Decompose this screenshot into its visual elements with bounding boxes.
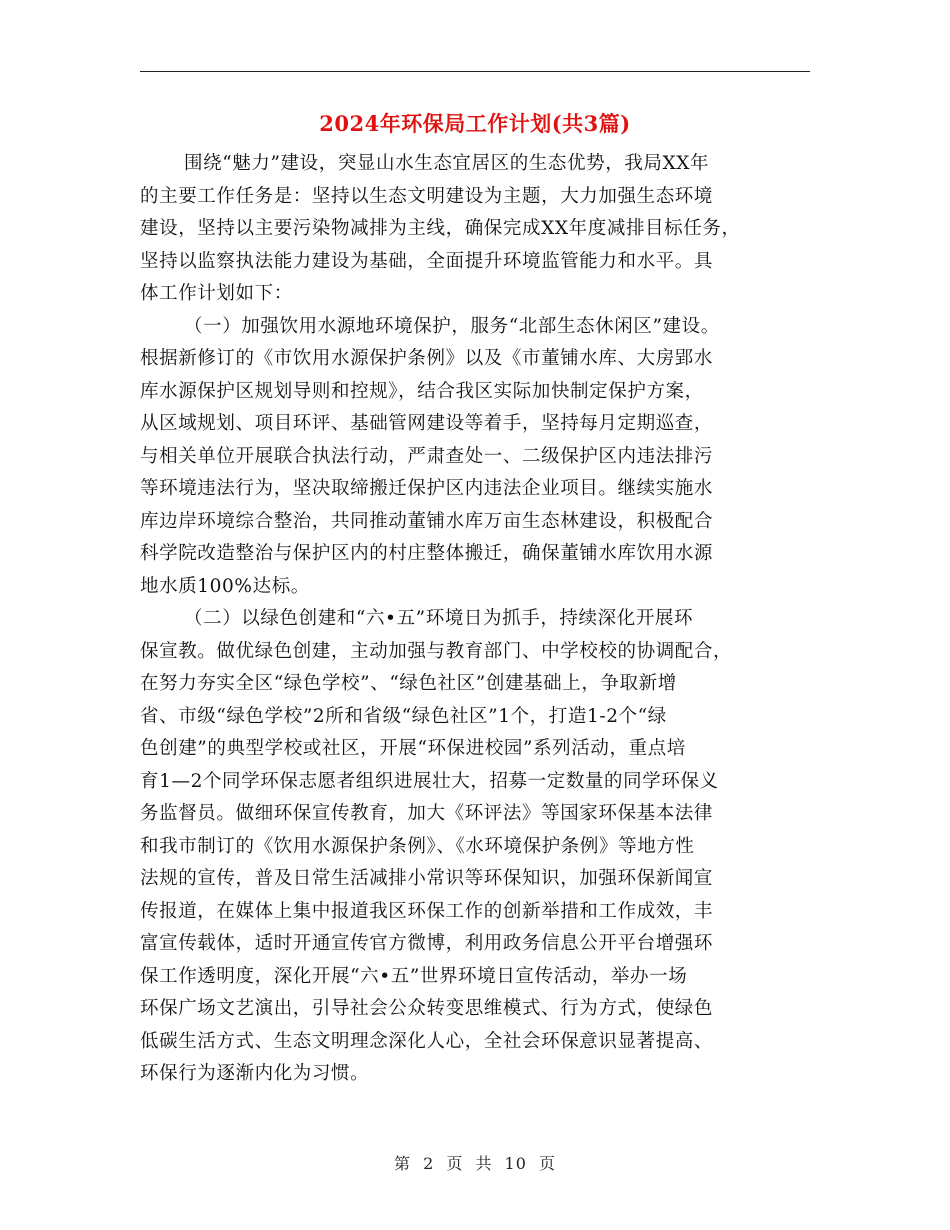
text-line: 传报道，在媒体上集中报道我区环保工作的创新举措和工作成效，丰 — [140, 900, 714, 922]
text-line: 环保广场文艺演出，引导社会公众转变思维模式、行为方式，使绿色 — [140, 998, 714, 1019]
text-line: 建设，坚持以主要污染物减排为主线，确保完成XX年度减排目标任务， — [140, 218, 741, 239]
text-line: 育1—2个同学环保志愿者组织进展壮大，招募一定数量的同学环保义 — [140, 770, 719, 792]
text-line: 法规的宣传，普及日常生活减排小常识等环保知识，加强环保新闻宣 — [140, 868, 714, 889]
text-line: 地水质100%达标。 — [140, 575, 310, 597]
page-number-footer: 第 2 页 共 10 页 — [394, 1154, 556, 1173]
text-line: （二）以绿色创建和“六•五”环境日为抓手，持续深化开展环 — [184, 608, 694, 629]
text-line: 保宣教。做优绿色创建，主动加强与教育部门、中学校校的协调配合， — [140, 640, 733, 662]
text-line: 根据新修订的《市饮用水源保护条例》以及《市董铺水库、大房郢水 — [140, 348, 714, 369]
header-rule — [140, 71, 810, 72]
text-line: 省、市级“绿色学校”2所和省级“绿色社区”1个，打造1-2个“绿 — [140, 705, 667, 727]
text-line: 从区域规划、项目环评、基础管网建设等着手，坚持每月定期巡查， — [140, 413, 714, 434]
text-line: 环保行为逐渐内化为习惯。 — [140, 1063, 370, 1084]
text-line: 围绕“魅力”建设，突显山水生态宜居区的生态优势，我局XX年 — [184, 153, 710, 174]
document-title: 2024年环保局工作计划(共3篇) — [319, 111, 631, 136]
text-line: 的主要工作任务是：坚持以生态文明建设为主题，大力加强生态环境 — [140, 185, 714, 207]
text-line: 和我市制订的《饮用水源保护条例》、《水环境保护条例》等地方性 — [140, 835, 695, 857]
text-line: 富宣传载体，适时开通宣传官方微博，利用政务信息公开平台增强环 — [140, 933, 714, 954]
text-line: 等环境违法行为，坚决取缔搬迁保护区内违法企业项目。继续实施水 — [140, 478, 714, 499]
text-line: 务监督员。做细环保宣传教育，加大《环评法》等国家环保基本法律 — [140, 803, 714, 824]
text-line: 低碳生活方式、生态文明理念深化人心，全社会环保意识显著提高、 — [140, 1030, 714, 1052]
text-line: （一）加强饮用水源地环境保护，服务“北部生态休闲区”建设。 — [184, 315, 720, 337]
text-line: 坚持以监察执法能力建设为基础，全面提升环境监管能力和水平。具 — [140, 250, 714, 272]
text-line: 库水源保护区规划导则和控规》，结合我区实际加快制定保护方案， — [140, 380, 704, 402]
text-line: 在努力夯实全区“绿色学校”、“绿色社区”创建基础上，争取新增 — [140, 673, 677, 694]
document-body — [140, 148, 810, 1091]
text-line: 体工作计划如下： — [140, 283, 293, 304]
text-line: 科学院改造整治与保护区内的村庄整体搬迁，确保董铺水库饮用水源 — [140, 543, 714, 564]
text-line: 保工作透明度，深化开展“六•五”世界环境日宣传活动，举办一场 — [140, 965, 688, 987]
text-line: 色创建”的典型学校或社区，开展“环保进校园”系列活动，重点培 — [140, 738, 686, 759]
text-line: 与相关单位开展联合执法行动，严肃查处一、二级保护区内违法排污 — [140, 445, 714, 467]
text-line: 库边岸环境综合整治，共同推动董铺水库万亩生态林建设，积极配合 — [140, 510, 714, 532]
